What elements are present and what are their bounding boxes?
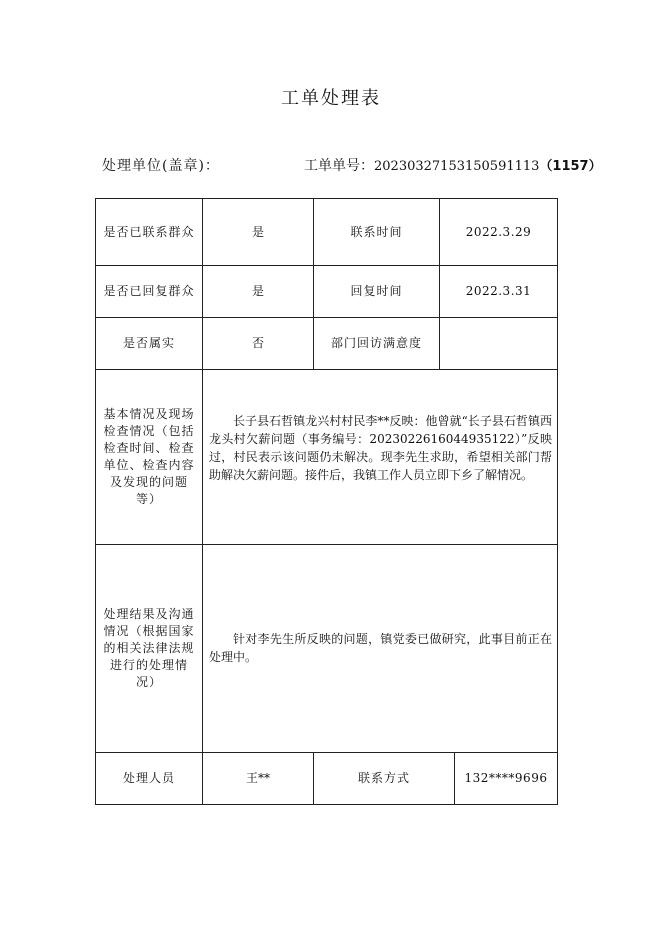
- reply-time-value: 2022.3.31: [465, 284, 532, 298]
- satisfaction-value: [440, 318, 557, 369]
- result-content: 针对李先生所反映的问题，镇党委已做研究，此事目前正在处理中。: [209, 632, 552, 664]
- replied-masses-label: 是否已回复群众: [103, 284, 195, 298]
- result-label: 处理结果及沟通情况（根据国家的相关法律法规进行的处理情况）: [103, 607, 195, 689]
- reply-time-label: 回复时间: [350, 284, 403, 298]
- handler-contact-value: 132****9696: [464, 771, 548, 785]
- replied-masses-value: 是: [251, 284, 264, 298]
- handler-name: 王**: [245, 771, 270, 785]
- satisfaction-label: 部门回访满意度: [330, 336, 422, 350]
- contacted-masses-label: 是否已联系群众: [103, 224, 195, 239]
- work-order-number-line: [304, 155, 602, 175]
- work-order-suffix: （1157）: [539, 159, 602, 174]
- work-order-label: 工单单号：: [304, 158, 374, 174]
- basic-info-content: 长子县石哲镇龙兴村村民李**反映：他曾就“长子县石哲镇西龙头村欠薪问题（事务编号：2023022616044935122）”反映过，村民表示该问题仍未解决。现李先生求助，希望相关部门帮助解决欠薪问题。接件后，我镇工作人员立即下乡了解情况。: [209, 414, 552, 482]
- work-order-number: 20230327153150591113: [374, 159, 540, 174]
- handler-contact-label: 联系方式: [357, 771, 410, 785]
- work-order-table: [95, 198, 558, 805]
- contacted-masses-value: 是: [251, 224, 264, 239]
- processing-unit-label: 处理单位(盖章)：: [102, 158, 220, 174]
- page-title: 工单处理表: [281, 88, 381, 109]
- verified-label: 是否属实: [122, 336, 175, 350]
- verified-value: 否: [251, 336, 264, 350]
- handler-label: 处理人员: [122, 771, 175, 785]
- contact-time-value: 2022.3.29: [465, 224, 532, 239]
- contact-time-label: 联系时间: [350, 224, 403, 239]
- basic-info-label: 基本情况及现场检查情况（包括检查时间、检查单位、检查内容及发现的问题等）: [103, 407, 195, 506]
